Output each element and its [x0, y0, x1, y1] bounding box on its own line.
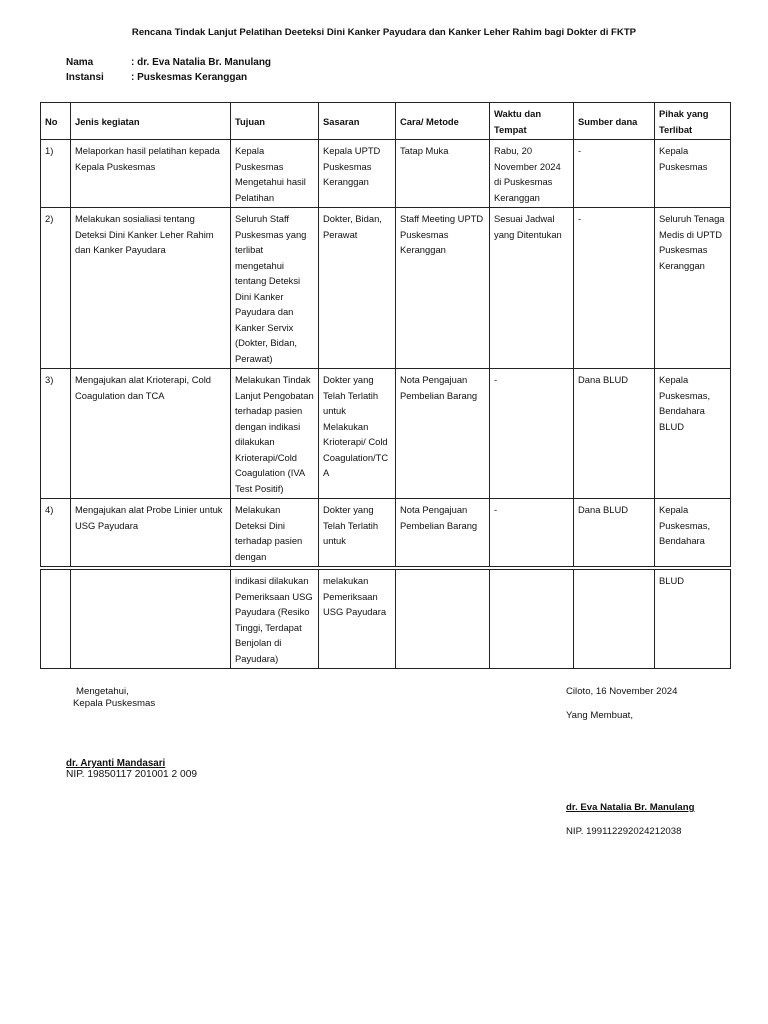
cell-pihak: BLUD [655, 570, 731, 669]
mengetahui-label: Mengetahui, [76, 686, 129, 697]
table-row [41, 369, 731, 499]
cell-cara: Tatap Muka [396, 140, 490, 208]
cell-jenis: Melaporkan hasil pelatihan kepada Kepala Puskesmas [71, 140, 231, 208]
cell-sumber: Dana BLUD [574, 369, 655, 499]
nama-label: Nama [66, 57, 94, 68]
header-cara: Cara/ Metode [396, 103, 490, 140]
cell-tujuan: Melakukan Deteksi Dini terhadap pasien dengan [231, 499, 319, 567]
header-pihak: Pihak yang Terlibat [655, 103, 731, 140]
cell-waktu: Sesuai Jadwal yang Ditentukan [490, 208, 574, 369]
cell-no: 4) [41, 499, 71, 567]
cell-sasaran: melakukan Pemeriksaan USG Payudara [319, 570, 396, 669]
cell-cara: Staff Meeting UPTD Puskesmas Keranggan [396, 208, 490, 369]
left-signer-nip: NIP. 19850117 201001 2 009 [66, 769, 198, 780]
cell-sumber [574, 570, 655, 669]
header-jenis: Jenis kegiatan [71, 103, 231, 140]
cell-sasaran: Dokter, Bidan, Perawat [319, 208, 396, 369]
cell-jenis: Mengajukan alat Probe Linier untuk USG Payudara [71, 499, 231, 567]
document-title: Rencana Tindak Lanjut Pelatihan Deeteksi Dini Kanker Payudara dan Kanker Leher Rahim bagi Dokter di FKTP [131, 27, 637, 38]
place-date: Ciloto, 16 November 2024 [566, 686, 678, 697]
cell-jenis: Mengajukan alat Krioterapi, Cold Coagulation dan TCA [71, 369, 231, 499]
cell-sumber: - [574, 140, 655, 208]
table-header-row [41, 103, 731, 140]
cell-jenis: Melakukan sosialiasi tentang Deteksi Dini Kanker Leher Rahim dan Kanker Payudara [71, 208, 231, 369]
nama-value: : dr. Eva Natalia Br. Manulang [131, 57, 272, 68]
cell-sumber: - [574, 208, 655, 369]
yang-membuat-label: Yang Membuat, [566, 710, 634, 721]
table-row [41, 208, 731, 369]
cell-sasaran: Dokter yang Telah Terlatih untuk [319, 499, 396, 567]
header-no: No [41, 103, 71, 140]
header-tujuan: Tujuan [231, 103, 319, 140]
cell-pihak: Kepala Puskesmas, Bendahara BLUD [655, 369, 731, 499]
table-row [41, 570, 731, 669]
instansi-value: : Puskesmas Keranggan [131, 72, 248, 83]
table-row [41, 499, 731, 567]
cell-waktu: Rabu, 20 November 2024 di Puskesmas Keranggan [490, 140, 574, 208]
kepala-puskesmas-label: Kepala Puskesmas [73, 698, 156, 709]
cell-pihak: Kepala Puskesmas [655, 140, 731, 208]
cell-waktu: - [490, 369, 574, 499]
right-signer-nip: NIP. 199112292024212038 [566, 826, 682, 837]
cell-no: 1) [41, 140, 71, 208]
table-row [41, 140, 731, 208]
cell-pihak: Kepala Puskesmas, Bendahara [655, 499, 731, 567]
cell-tujuan: Seluruh Staff Puskesmas yang terlibat mengetahui tentang Deteksi Dini Kanker Payudara dan Kanker Servix (Dokter, Bidan, Perawat) [231, 208, 319, 369]
cell-cara: Nota Pengajuan Pembelian Barang [396, 369, 490, 499]
header-sumber: Sumber dana [574, 103, 655, 140]
cell-no: 3) [41, 369, 71, 499]
cell-cara [396, 570, 490, 669]
instansi-label: Instansi [66, 72, 104, 83]
activity-table [40, 102, 731, 567]
cell-waktu: - [490, 499, 574, 567]
cell-no [41, 570, 71, 669]
cell-tujuan: Kepala Puskesmas Mengetahui hasil Pelatihan [231, 140, 319, 208]
right-signer-name: dr. Eva Natalia Br. Manulang [566, 802, 695, 813]
cell-tujuan: indikasi dilakukan Pemeriksaan USG Payudara (Resiko Tinggi, Terdapat Benjolan di Payudara) [231, 570, 319, 669]
cell-waktu [490, 570, 574, 669]
left-signer-name: dr. Aryanti Mandasari [66, 758, 166, 769]
activity-table-continuation [40, 569, 731, 669]
cell-sasaran: Dokter yang Telah Terlatih untuk Melakukan Krioterapi/ Cold Coagulation/TCA [319, 369, 396, 499]
cell-sasaran: Kepala UPTD Puskesmas Keranggan [319, 140, 396, 208]
cell-sumber: Dana BLUD [574, 499, 655, 567]
header-waktu: Waktu dan Tempat [490, 103, 574, 140]
cell-tujuan: Melakukan Tindak Lanjut Pengobatan terhadap pasien dengan indikasi dilakukan Krioterapi/Cold Coagulation (IVA Test Positif) [231, 369, 319, 499]
cell-no: 2) [41, 208, 71, 369]
cell-cara: Nota Pengajuan Pembelian Barang [396, 499, 490, 567]
header-sasaran: Sasaran [319, 103, 396, 140]
cell-pihak: Seluruh Tenaga Medis di UPTD Puskesmas Keranggan [655, 208, 731, 369]
cell-jenis [71, 570, 231, 669]
